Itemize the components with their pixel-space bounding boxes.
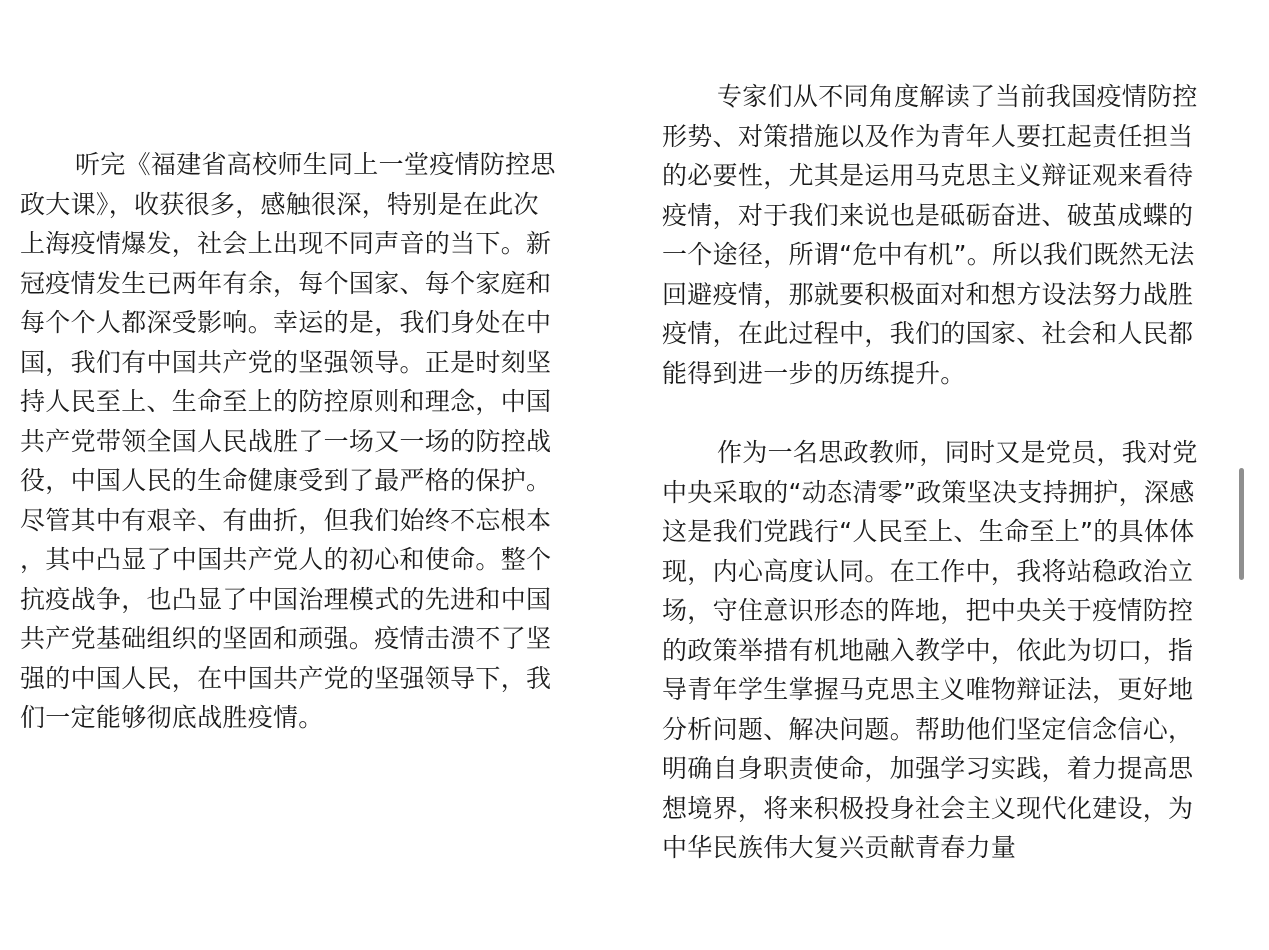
text-line: 们一定能够彻底战胜疫情。 xyxy=(20,703,324,732)
text-line: 能得到进一步的历练提升。 xyxy=(662,358,966,388)
text-line: 共产党带领全国人民战胜了一场又一场的防控战 xyxy=(20,426,552,456)
text-line: 导青年学生掌握马克思主义唯物辩证法，更好地 xyxy=(662,675,1194,704)
text-line: 中华民族伟大复兴贡献青春力量 xyxy=(662,833,1017,862)
text-line: 一个途径，所谓“危中有机”。所以我们既然无法 xyxy=(662,240,1195,269)
paragraph-right-2 xyxy=(662,433,1222,868)
left-column xyxy=(20,145,602,738)
text-line: 想境界，将来积极投身社会主义现代化建设，为 xyxy=(662,793,1194,823)
text-line: 役，中国人民的生命健康受到了最严格的保护。 xyxy=(20,466,552,495)
text-line: ，其中凸显了中国共产党人的初心和使命。整个 xyxy=(20,545,552,574)
vertical-scrollbar[interactable] xyxy=(1239,468,1244,580)
text-line: 持人民至上、生命至上的防控原则和理念，中国 xyxy=(20,387,552,416)
text-line: 抗疫战争，也凸显了中国治理模式的先进和中国 xyxy=(20,584,552,614)
text-line: 分析问题、解决问题。帮助他们坚定信念信心， xyxy=(662,714,1194,744)
paragraph-left-1 xyxy=(20,145,602,738)
text-line: 疫情，在此过程中，我们的国家、社会和人民都 xyxy=(662,319,1194,348)
paragraph-right-1 xyxy=(662,77,1222,393)
text-line: 现，内心高度认同。在工作中，我将站稳政治立 xyxy=(662,556,1194,586)
text-line: 疫情，对于我们来说也是砥砺奋进、破茧成蝶的 xyxy=(662,200,1194,230)
text-line: 尽管其中有艰辛、有曲折，但我们始终不忘根本 xyxy=(20,505,552,535)
text-line: 听完《福建省高校师生同上一堂疫情防控思 xyxy=(75,150,556,179)
text-line: 政大课》，收获很多，感触很深，特别是在此次 xyxy=(20,189,539,219)
text-line: 强的中国人民，在中国共产党的坚强领导下，我 xyxy=(20,663,552,693)
text-line: 共产党基础组织的坚固和顽强。疫情击溃不了坚 xyxy=(20,624,552,653)
text-line: 场，守住意识形态的阵地，把中央关于疫情防控 xyxy=(662,596,1194,625)
text-line: 明确自身职责使命，加强学习实践，着力提高思 xyxy=(662,754,1194,783)
text-line: 这是我们党践行“人民至上、生命至上”的具体体 xyxy=(662,517,1195,546)
text-line: 每个个人都深受影响。幸运的是，我们身处在中 xyxy=(20,308,552,337)
text-line: 冠疫情发生已两年有余，每个国家、每个家庭和 xyxy=(20,268,552,298)
text-line: 作为一名思政教师，同时又是党员，我对党 xyxy=(717,438,1198,467)
text-line: 上海疫情爆发，社会上出现不同声音的当下。新 xyxy=(20,229,552,258)
text-line: 形势、对策措施以及作为青年人要扛起责任担当 xyxy=(662,121,1194,151)
text-line: 国，我们有中国共产党的坚强领导。正是时刻坚 xyxy=(20,347,552,377)
text-line: 中央采取的“动态清零”政策坚决支持拥护，深感 xyxy=(662,477,1195,507)
right-column xyxy=(662,77,1222,868)
text-line: 回避疫情，那就要积极面对和想方设法努力战胜 xyxy=(662,279,1194,309)
text-line: 的政策举措有机地融入教学中，依此为切口，指 xyxy=(662,635,1194,665)
paragraph-gap xyxy=(662,393,1222,433)
text-line: 专家们从不同角度解读了当前我国疫情防控 xyxy=(717,82,1198,111)
text-line: 的必要性，尤其是运用马克思主义辩证观来看待 xyxy=(662,161,1194,190)
